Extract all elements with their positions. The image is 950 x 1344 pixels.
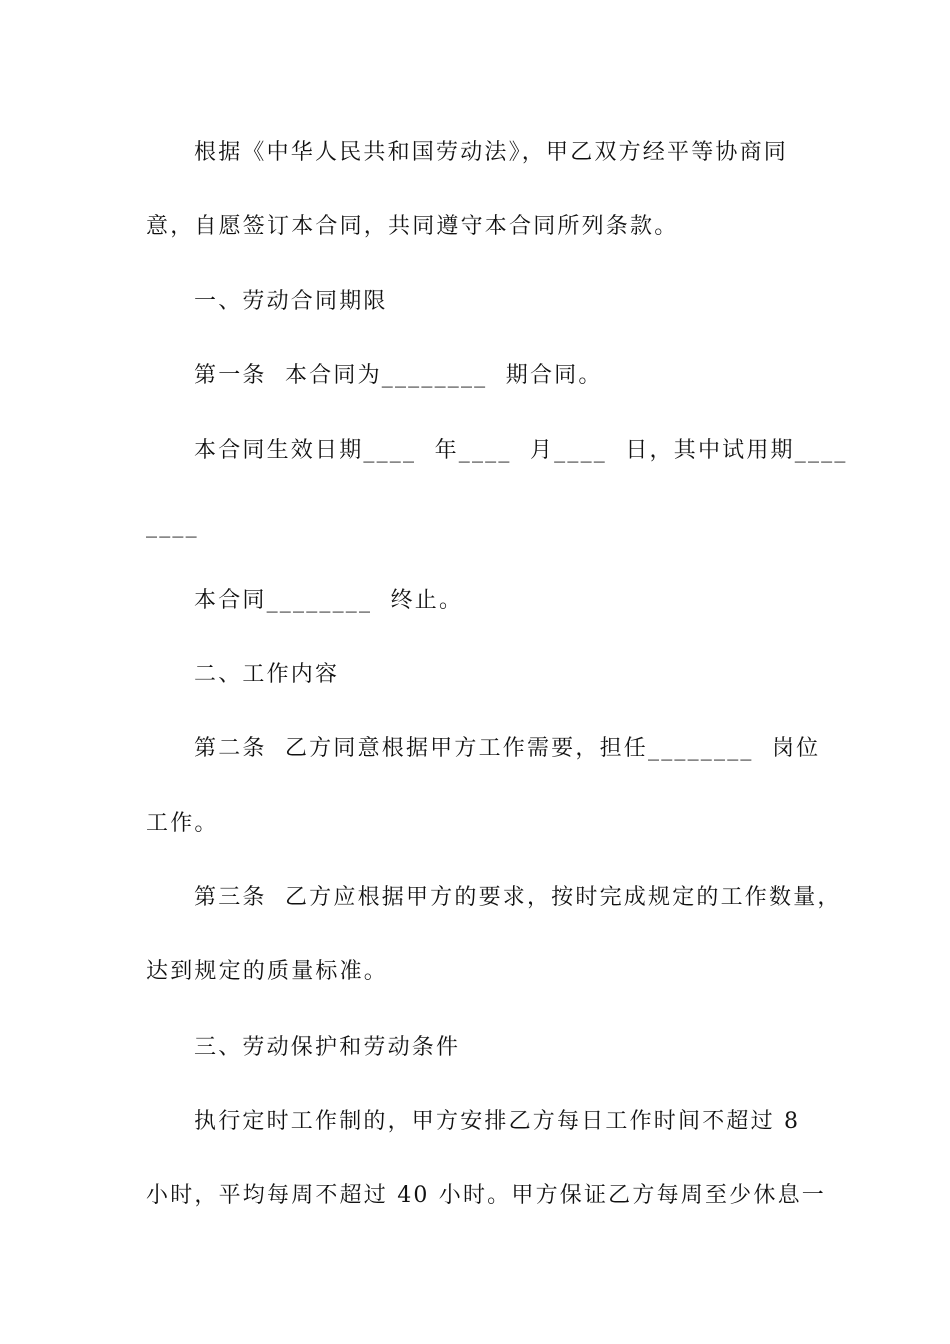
article-3-line-1: 第三条 乙方应根据甲方的要求，按时完成规定的工作数量，: [194, 885, 842, 910]
section-heading-contract-term: 一、劳动合同期限: [194, 289, 388, 314]
termination-line: 本合同________ 终止。: [194, 588, 464, 613]
working-hours-line-2: 小时，平均每周不超过 40 小时。甲方保证乙方每周至少休息一: [146, 1183, 826, 1208]
paragraph-intro-line-2: 意，自愿签订本合同，共同遵守本合同所列条款。: [146, 214, 679, 239]
article-1-text: 第一条 本合同为________ 期合同。: [194, 363, 603, 388]
section-heading-work-content: 二、工作内容: [194, 662, 340, 687]
article-2-line-2: 工作。: [146, 811, 219, 836]
effective-date-line-1: 本合同生效日期____ 年____ 月____ 日，其中试用期____: [194, 438, 848, 463]
article-3-line-2: 达到规定的质量标准。: [146, 959, 389, 984]
working-hours-line-1: 执行定时工作制的，甲方安排乙方每日工作时间不超过 8: [194, 1109, 801, 1134]
effective-date-line-2: ____: [146, 513, 199, 538]
paragraph-intro-line-1: 根据《中华人民共和国劳动法》，甲乙双方经平等协商同: [194, 140, 789, 165]
section-heading-labor-protection: 三、劳动保护和劳动条件: [194, 1035, 461, 1060]
article-2-line-1: 第二条 乙方同意根据甲方工作需要，担任________ 岗位: [194, 736, 821, 761]
